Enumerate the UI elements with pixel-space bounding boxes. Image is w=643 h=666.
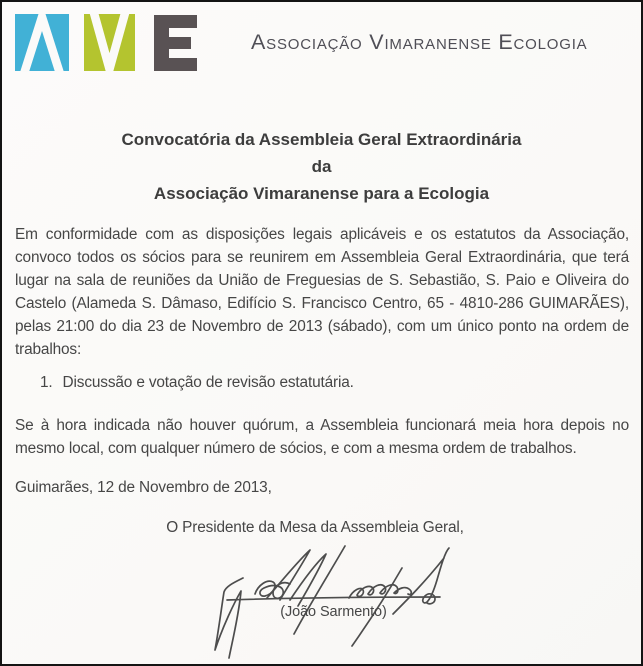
logo-letter-v-icon — [84, 14, 135, 71]
ave-logo-graphic — [15, 14, 200, 72]
title-line-3: Associação Vimaranense para a Ecologia — [153, 184, 490, 203]
agenda-item-number: 1. — [40, 374, 53, 391]
paragraph-convocation: Em conformidade com as disposições legais aplicáveis e os estatutos da Associação, convoco todos os sócios para se reunirem em Assembleia Geral Extraordinária, que terá lugar na sala de reuniões da União de Freguesias de S. Sebastião, S. Paio e Oliveira do Castelo (Alameda S. Dâmaso, Edifício S. Francisco Centro, 65 - 4810-286 GUIMARÃES), pelas 21:00 do dia 23 de Novembro de 2013 (sábado), com um único ponto na ordem de trabalhos: — [15, 226, 629, 358]
title-line-1: Convocatória da Assembleia Geral Extraordinária — [121, 130, 522, 149]
document-title — [15, 126, 628, 207]
title-line-2: da — [311, 157, 332, 176]
date-line: Guimarães, 12 de Novembro de 2013, — [15, 479, 272, 496]
logo-letter-a-icon — [15, 14, 69, 72]
logo-letter-e-icon — [154, 15, 197, 71]
signatory-role: O Presidente da Mesa da Assembleia Geral, — [166, 519, 464, 536]
agenda-item-text: Discussão e votação de revisão estatutária. — [62, 374, 354, 391]
agenda-item — [40, 371, 354, 394]
organization-name: Associação Vimaranense Ecologia — [251, 30, 588, 54]
ave-logo — [15, 14, 200, 72]
paragraph-quorum: Se à hora indicada não houver quórum, a Assembleia funcionará meia hora depois no mesmo local, com qualquer número de sócios, e com a mesma ordem de trabalhos. — [15, 417, 629, 457]
signatory-name: (João Sarmento) — [280, 604, 387, 620]
handwritten-signature-icon — [197, 542, 457, 664]
